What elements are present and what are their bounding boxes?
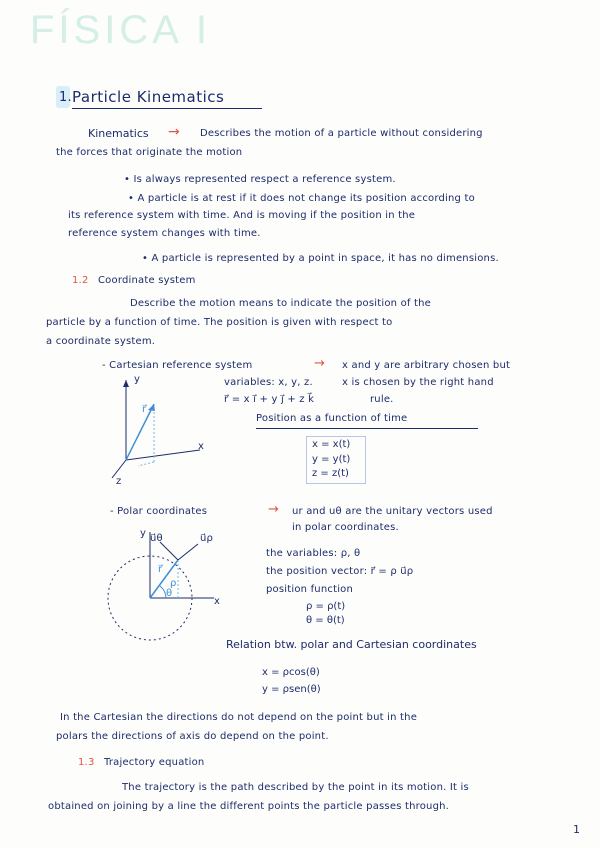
kinematics-arrow: → <box>168 124 180 140</box>
u-theta-vector <box>160 542 178 560</box>
bullet-2-line-1: • A particle is at rest if it does not change its position according to <box>128 193 475 204</box>
position-box-title: Position as a function of time <box>256 413 408 424</box>
subsection-2-line-2: obtained on joining by a line the different points the particle passes through. <box>48 801 450 812</box>
polar-u-theta-label: u⃗θ <box>150 533 163 544</box>
polar-y-label: y <box>140 528 147 539</box>
position-eq-y: y = y(t) <box>312 454 351 465</box>
closing-line-2: polars the directions of axis do depend on the point. <box>56 731 329 742</box>
polar-arrow: → <box>268 502 279 517</box>
bullet-3: • A particle is represented by a point in space, it has no dimensions. <box>142 253 499 264</box>
subsection-2-number: 1.3 <box>78 757 95 768</box>
projection-base <box>138 462 154 466</box>
kinematics-definition-line-2: the forces that originate the motion <box>56 147 243 158</box>
bullet-1: • Is always represented respect a reference system. <box>124 174 396 185</box>
polar-theta-label: θ <box>166 588 173 599</box>
cartesian-label: - Cartesian reference system <box>102 360 253 371</box>
cartesian-axis-y-label: y <box>134 374 141 385</box>
page-number: 1 <box>573 823 580 836</box>
relation-x: x = ρcos(θ) <box>262 667 320 678</box>
x-axis <box>126 450 200 460</box>
cartesian-axis-z-label: z <box>116 476 122 487</box>
position-box-underline <box>256 428 478 429</box>
bullet-2-line-3: reference system changes with time. <box>68 228 261 239</box>
subsection-1-line-2: particle by a function of time. The position is given with respect to <box>46 317 393 328</box>
polar-r-label: r⃗ <box>158 564 163 575</box>
polar-variables: the variables: ρ, θ <box>266 548 361 559</box>
position-eq-x: x = x(t) <box>312 439 351 450</box>
bullet-2-line-2: its reference system with time. And is moving if the position in the <box>68 210 416 221</box>
polar-diagram <box>96 530 236 640</box>
subsection-1-number: 1.2 <box>72 275 89 286</box>
kinematics-definition-line-1: Describes the motion of a particle without considering <box>200 128 483 139</box>
subsection-1-line-3: a coordinate system. <box>46 336 156 347</box>
subsection-2-title: Trajectory equation <box>104 757 205 768</box>
kinematics-term: Kinematics <box>88 127 149 140</box>
cartesian-axis-x-label: x <box>198 441 205 452</box>
section-number: 1. <box>59 90 72 105</box>
polar-theta-function: θ = θ(t) <box>306 615 345 626</box>
polar-rho-label: ρ <box>170 578 177 589</box>
cartesian-desc-1: x and y are arbitrary chosen but <box>342 360 511 371</box>
cartesian-arrow: → <box>314 356 325 371</box>
subsection-2-line-1: The trajectory is the path described by the point in its motion. It is <box>122 782 469 793</box>
polar-rho-function: ρ = ρ(t) <box>306 601 346 612</box>
cartesian-desc-2b: x is chosen by the right hand <box>342 377 494 388</box>
section-title-underline <box>72 108 262 109</box>
section-title: Particle Kinematics <box>72 88 225 106</box>
closing-line-1: In the Cartesian the directions do not depend on the point but in the <box>60 712 418 723</box>
position-eq-z: z = z(t) <box>312 468 349 479</box>
polar-x-label: x <box>214 596 221 607</box>
cartesian-desc-3b: rule. <box>370 394 394 405</box>
y-axis-arrowhead <box>123 380 129 387</box>
page-title: FÍSICA I <box>30 8 211 52</box>
polar-position-vector: the position vector: r⃗ = ρ u⃗ρ <box>266 566 414 577</box>
position-vector <box>126 404 154 460</box>
polar-u-rho-label: u⃗ρ <box>200 533 214 544</box>
subsection-1-line-1: Describe the motion means to indicate the position of the <box>130 298 432 309</box>
polar-position-function: position function <box>266 584 354 595</box>
cartesian-desc-3: r⃗ = x i⃗ + y j⃗ + z k⃗ <box>224 394 315 405</box>
relation-y: y = ρsen(θ) <box>262 684 321 695</box>
u-rho-vector <box>178 544 198 560</box>
cartesian-axes-diagram <box>100 370 220 490</box>
polar-label: - Polar coordinates <box>110 506 208 517</box>
cartesian-vector-label: r⃗ <box>142 404 147 415</box>
relation-heading: Relation btw. polar and Cartesian coordinates <box>226 638 477 651</box>
polar-desc-1: ur and uθ are the unitary vectors used <box>292 506 493 517</box>
subsection-1-title: Coordinate system <box>98 275 196 286</box>
vector-arrowhead <box>148 404 155 411</box>
cartesian-desc-2: variables: x, y, z. <box>224 377 313 388</box>
polar-desc-2: in polar coordinates. <box>292 522 399 533</box>
